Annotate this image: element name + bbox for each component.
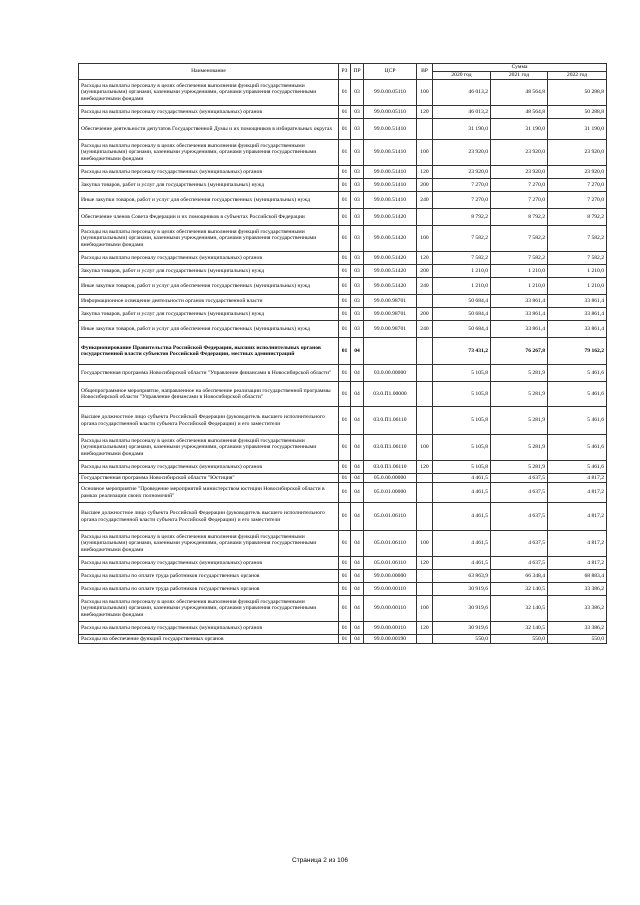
row-value-2020: 7 582,2: [433, 252, 491, 265]
header-vr: ВР: [417, 64, 433, 80]
row-csr: 05.0.01.00000: [364, 483, 417, 503]
row-csr: 03.0.П1.06110: [364, 407, 417, 435]
row-vr: 200: [417, 265, 433, 278]
row-rz: 01: [339, 80, 351, 106]
row-name: Закупка товаров, работ и услуг для государственных (муниципальных) нужд: [79, 265, 339, 278]
row-value-2021: 550,0: [491, 635, 548, 644]
table-body: [79, 80, 607, 644]
row-value-2021: 7 582,2: [491, 226, 548, 252]
row-value-2022: 33 386,2: [548, 583, 607, 596]
table-row: [79, 106, 607, 119]
row-value-2020: 4 461,5: [433, 557, 491, 570]
row-vr: 100: [417, 140, 433, 166]
table-row: [79, 531, 607, 557]
row-pr: 04: [351, 622, 364, 635]
table-row: [79, 570, 607, 583]
table-row: [79, 365, 607, 382]
row-name: Расходы на выплаты персоналу государственных (муниципальных) органов: [79, 106, 339, 119]
row-pr: 03: [351, 209, 364, 226]
row-rz: 01: [339, 179, 351, 192]
row-csr: 99.0.00.51410: [364, 192, 417, 209]
row-vr: 120: [417, 166, 433, 179]
row-value-2021: 32 140,5: [491, 583, 548, 596]
row-value-2020: 46 013,2: [433, 106, 491, 119]
row-value-2020: 4 461,5: [433, 474, 491, 483]
row-value-2021: 76 267,8: [491, 338, 548, 365]
row-value-2021: 5 281,9: [491, 365, 548, 382]
row-value-2022: 7 270,0: [548, 179, 607, 192]
row-csr: [364, 338, 417, 365]
row-value-2021: 1 210,0: [491, 265, 548, 278]
row-csr: 03.0.П1.06110: [364, 435, 417, 461]
row-value-2020: 4 461,5: [433, 483, 491, 503]
table-row: [79, 192, 607, 209]
row-value-2020: 63 863,9: [433, 570, 491, 583]
row-value-2022: 7 582,2: [548, 252, 607, 265]
row-rz: 01: [339, 596, 351, 622]
table-row: [79, 635, 607, 644]
table-row: [79, 622, 607, 635]
row-value-2020: 7 270,0: [433, 179, 491, 192]
row-rz: 01: [339, 265, 351, 278]
row-rz: 01: [339, 365, 351, 382]
row-pr: 04: [351, 338, 364, 365]
row-rz: 01: [339, 435, 351, 461]
row-value-2021: 32 140,5: [491, 622, 548, 635]
row-pr: 04: [351, 474, 364, 483]
table-header: [79, 64, 607, 80]
row-value-2021: 23 920,0: [491, 166, 548, 179]
row-vr: 100: [417, 80, 433, 106]
row-vr: [417, 635, 433, 644]
row-csr: 99.0.00.51410: [364, 179, 417, 192]
row-value-2020: 8 792,2: [433, 209, 491, 226]
row-value-2021: 5 281,9: [491, 461, 548, 474]
row-value-2021: 4 637,5: [491, 557, 548, 570]
row-name: Основное мероприятие "Проведение мероприятий министерством юстиции Новосибирской области в рамках реализации своих полномочий": [79, 483, 339, 503]
row-value-2022: 8 792,2: [548, 209, 607, 226]
row-csr: 99.0.00.51420: [364, 278, 417, 295]
row-vr: 120: [417, 461, 433, 474]
table-row: [79, 209, 607, 226]
row-csr: 99.0.00.51420: [364, 226, 417, 252]
table-row: [79, 295, 607, 308]
row-vr: [417, 583, 433, 596]
row-vr: [417, 365, 433, 382]
row-value-2020: 4 461,5: [433, 503, 491, 531]
row-name: Расходы на выплаты персоналу в целях обеспечения выполнения функций государственными (муниципальными) органами, казенными учреждениями, органами управления государственными внебюджетными фондами: [79, 596, 339, 622]
row-rz: 01: [339, 321, 351, 338]
row-pr: 03: [351, 265, 364, 278]
row-value-2020: 23 920,0: [433, 166, 491, 179]
row-value-2022: 4 817,2: [548, 483, 607, 503]
row-vr: 200: [417, 179, 433, 192]
table-row: [79, 140, 607, 166]
row-name: Расходы на выплаты по оплате труда работников государственных органов: [79, 570, 339, 583]
row-rz: 01: [339, 192, 351, 209]
row-pr: 03: [351, 295, 364, 308]
header-sum: Сумма: [433, 64, 607, 72]
row-value-2020: 1 210,0: [433, 278, 491, 295]
header-year-2022: 2022 год: [548, 72, 607, 80]
row-value-2021: 7 270,0: [491, 179, 548, 192]
row-csr: 05.0.01.06110: [364, 503, 417, 531]
row-pr: 04: [351, 557, 364, 570]
row-pr: 04: [351, 407, 364, 435]
row-value-2022: 79 162,2: [548, 338, 607, 365]
row-value-2020: 50 684,4: [433, 295, 491, 308]
row-name: Обеспечение членов Совета Федерации и их помощников в субъектах Российской Федерации: [79, 209, 339, 226]
row-rz: 01: [339, 503, 351, 531]
table-row: [79, 474, 607, 483]
row-value-2022: 7 270,0: [548, 192, 607, 209]
row-value-2021: 5 281,9: [491, 407, 548, 435]
header-name: Наименование: [79, 64, 339, 80]
table-row: [79, 179, 607, 192]
row-name: Иные закупки товаров, работ и услуг для обеспечения государственных (муниципальных) нужд: [79, 278, 339, 295]
row-csr: 99.0.00.05110: [364, 80, 417, 106]
row-csr: 05.0.01.06110: [364, 557, 417, 570]
row-vr: [417, 382, 433, 407]
row-name: Высшее должностное лицо субъекта Российской Федерации (руководитель высшего исполнительного органа государственной власти субъекта Российской Федерации) и его заместители: [79, 503, 339, 531]
row-csr: 99.0.00.51410: [364, 140, 417, 166]
row-value-2022: 5 461,6: [548, 382, 607, 407]
row-rz: 01: [339, 382, 351, 407]
row-csr: 99.0.00.00110: [364, 596, 417, 622]
row-value-2022: 5 461,6: [548, 365, 607, 382]
table-row: [79, 166, 607, 179]
row-pr: 03: [351, 119, 364, 140]
row-value-2020: 550,0: [433, 635, 491, 644]
row-name: Информационное освещение деятельности органов государственной власти: [79, 295, 339, 308]
row-csr: 03.0.00.00000: [364, 365, 417, 382]
row-pr: 03: [351, 106, 364, 119]
row-value-2020: 4 461,5: [433, 531, 491, 557]
row-value-2021: 48 564,8: [491, 106, 548, 119]
row-name: Обеспечение деятельности депутатов Государственной Думы и их помощников в избирательных округах: [79, 119, 339, 140]
row-csr: 05.0.00.00000: [364, 474, 417, 483]
row-rz: 01: [339, 583, 351, 596]
row-value-2020: 7 270,0: [433, 192, 491, 209]
row-value-2022: 1 210,0: [548, 265, 607, 278]
row-vr: [417, 119, 433, 140]
row-pr: 03: [351, 166, 364, 179]
row-value-2022: 4 817,2: [548, 503, 607, 531]
table-row: [79, 119, 607, 140]
row-value-2022: 33 861,4: [548, 321, 607, 338]
row-csr: 99.0.00.98701: [364, 295, 417, 308]
row-value-2020: 50 684,4: [433, 321, 491, 338]
row-rz: 01: [339, 622, 351, 635]
row-csr: 99.0.00.51410: [364, 119, 417, 140]
table-row: [79, 407, 607, 435]
row-name: Закупка товаров, работ и услуг для государственных (муниципальных) нужд: [79, 308, 339, 321]
row-csr: 99.0.00.00110: [364, 622, 417, 635]
table-row: [79, 461, 607, 474]
row-name: Государственная программа Новосибирской области "Юстиция": [79, 474, 339, 483]
page-number: Страница 2 из 106: [292, 857, 348, 864]
row-vr: [417, 209, 433, 226]
row-rz: 01: [339, 531, 351, 557]
table-row: [79, 583, 607, 596]
row-rz: 01: [339, 570, 351, 583]
row-value-2020: 30 919,6: [433, 622, 491, 635]
row-value-2021: 5 281,9: [491, 382, 548, 407]
row-value-2020: 5 105,8: [433, 365, 491, 382]
table-row: [79, 226, 607, 252]
row-value-2022: 7 582,2: [548, 226, 607, 252]
row-vr: 120: [417, 106, 433, 119]
row-csr: 99.0.00.98701: [364, 308, 417, 321]
row-value-2021: 33 861,4: [491, 308, 548, 321]
row-csr: 99.0.00.51420: [364, 209, 417, 226]
header-rz: РЗ: [339, 64, 351, 80]
row-name: Расходы на выплаты персоналу в целях обеспечения выполнения функций государственными (муниципальными) органами, казенными учреждениями, органами управления государственными внебюджетными фондами: [79, 226, 339, 252]
row-name: Иные закупки товаров, работ и услуг для обеспечения государственных (муниципальных) нужд: [79, 192, 339, 209]
row-vr: 120: [417, 557, 433, 570]
row-value-2021: 7 270,0: [491, 192, 548, 209]
row-value-2021: 4 637,5: [491, 531, 548, 557]
row-vr: 200: [417, 308, 433, 321]
row-pr: 04: [351, 503, 364, 531]
row-value-2022: 31 190,0: [548, 119, 607, 140]
row-value-2022: 23 920,0: [548, 166, 607, 179]
row-vr: 240: [417, 321, 433, 338]
row-rz: 01: [339, 209, 351, 226]
row-csr: 03.0.П1.00000: [364, 382, 417, 407]
table-row: [79, 503, 607, 531]
row-rz: 01: [339, 106, 351, 119]
row-value-2021: 33 861,4: [491, 295, 548, 308]
row-name: Высшее должностное лицо субъекта Российской Федерации (руководитель высшего исполнительного органа государственной власти субъекта Российской Федерации) и его заместители: [79, 407, 339, 435]
row-value-2020: 5 105,8: [433, 407, 491, 435]
row-value-2022: 50 288,8: [548, 106, 607, 119]
row-pr: 04: [351, 531, 364, 557]
table-row: [79, 483, 607, 503]
row-csr: 99.0.00.51420: [364, 265, 417, 278]
table-row: [79, 321, 607, 338]
row-pr: 03: [351, 179, 364, 192]
row-vr: 100: [417, 596, 433, 622]
row-pr: 03: [351, 80, 364, 106]
row-rz: 01: [339, 140, 351, 166]
row-name: Закупка товаров, работ и услуг для государственных (муниципальных) нужд: [79, 179, 339, 192]
table-row: [79, 80, 607, 106]
row-rz: 01: [339, 474, 351, 483]
row-value-2021: 32 140,5: [491, 596, 548, 622]
row-csr: 99.0.00.00190: [364, 635, 417, 644]
row-vr: 240: [417, 278, 433, 295]
row-name: Расходы на выплаты персоналу государственных (муниципальных) органов: [79, 622, 339, 635]
row-pr: 04: [351, 570, 364, 583]
row-value-2022: 4 817,2: [548, 557, 607, 570]
row-value-2022: 33 386,2: [548, 622, 607, 635]
row-name: Государственная программа Новосибирской области "Управление финансами в Новосибирской области": [79, 365, 339, 382]
row-value-2021: 23 920,0: [491, 140, 548, 166]
row-pr: 04: [351, 365, 364, 382]
row-value-2022: 4 817,2: [548, 474, 607, 483]
row-vr: [417, 503, 433, 531]
row-name: Расходы на обеспечение функций государственных органов: [79, 635, 339, 644]
table-row: [79, 252, 607, 265]
row-rz: 01: [339, 483, 351, 503]
row-name: Расходы на выплаты персоналу в целях обеспечения выполнения функций государственными (муниципальными) органами, казенными учреждениями, органами управления государственными внебюджетными фондами: [79, 531, 339, 557]
row-vr: [417, 407, 433, 435]
row-name: Расходы на выплаты персоналу государственных (муниципальных) органов: [79, 252, 339, 265]
header-csr: ЦСР: [364, 64, 417, 80]
row-pr: 03: [351, 192, 364, 209]
row-value-2021: 1 210,0: [491, 278, 548, 295]
row-value-2022: 5 461,6: [548, 461, 607, 474]
row-vr: 240: [417, 192, 433, 209]
row-value-2020: 31 190,0: [433, 119, 491, 140]
header-year-2020: 2020 год: [433, 72, 491, 80]
row-csr: 99.0.00.00110: [364, 583, 417, 596]
row-value-2021: 7 582,2: [491, 252, 548, 265]
row-value-2020: 23 920,0: [433, 140, 491, 166]
row-rz: 01: [339, 295, 351, 308]
row-value-2020: 7 582,2: [433, 226, 491, 252]
row-rz: 01: [339, 407, 351, 435]
row-pr: 03: [351, 252, 364, 265]
row-value-2021: 31 190,0: [491, 119, 548, 140]
row-csr: 99.0.00.00000: [364, 570, 417, 583]
row-rz: 01: [339, 338, 351, 365]
table-row: [79, 596, 607, 622]
row-value-2022: 33 861,4: [548, 308, 607, 321]
row-name: Общепрограммное мероприятие, направленное на обеспечение реализации государственной программы Новосибирской области "Управление финансами в Новосибирской области": [79, 382, 339, 407]
row-value-2020: 5 105,8: [433, 461, 491, 474]
row-value-2020: 5 105,8: [433, 435, 491, 461]
row-name: Иные закупки товаров, работ и услуг для обеспечения государственных (муниципальных) нужд: [79, 321, 339, 338]
row-value-2020: 73 431,2: [433, 338, 491, 365]
row-value-2022: 5 461,6: [548, 407, 607, 435]
row-value-2022: 23 920,0: [548, 140, 607, 166]
row-value-2021: 33 861,4: [491, 321, 548, 338]
row-pr: 03: [351, 140, 364, 166]
row-pr: 04: [351, 382, 364, 407]
row-vr: [417, 474, 433, 483]
row-pr: 04: [351, 435, 364, 461]
row-value-2022: 1 210,0: [548, 278, 607, 295]
row-value-2022: 33 386,2: [548, 596, 607, 622]
row-pr: 04: [351, 483, 364, 503]
row-pr: 03: [351, 308, 364, 321]
row-pr: 03: [351, 321, 364, 338]
row-vr: 100: [417, 531, 433, 557]
table-row: [79, 265, 607, 278]
row-vr: 120: [417, 622, 433, 635]
row-value-2021: 4 637,5: [491, 474, 548, 483]
row-csr: 03.0.П1.06110: [364, 461, 417, 474]
row-value-2021: 8 792,2: [491, 209, 548, 226]
row-csr: 05.0.01.06110: [364, 531, 417, 557]
row-name: Расходы на выплаты по оплате труда работников государственных органов: [79, 583, 339, 596]
row-rz: 01: [339, 635, 351, 644]
table-row: [79, 557, 607, 570]
row-csr: 99.0.00.05110: [364, 106, 417, 119]
row-name: Расходы на выплаты персоналу государственных (муниципальных) органов: [79, 166, 339, 179]
table-row: [79, 278, 607, 295]
row-value-2021: 48 564,8: [491, 80, 548, 106]
row-rz: 01: [339, 278, 351, 295]
row-rz: 01: [339, 461, 351, 474]
budget-table: [78, 63, 607, 644]
row-rz: 01: [339, 252, 351, 265]
row-value-2022: 5 461,6: [548, 435, 607, 461]
row-value-2022: 550,0: [548, 635, 607, 644]
table-row: [79, 382, 607, 407]
row-value-2022: 68 883,4: [548, 570, 607, 583]
row-vr: 100: [417, 226, 433, 252]
row-vr: [417, 338, 433, 365]
row-vr: [417, 295, 433, 308]
row-value-2022: 4 817,2: [548, 531, 607, 557]
row-csr: 99.0.00.51420: [364, 252, 417, 265]
row-pr: 04: [351, 596, 364, 622]
row-vr: [417, 483, 433, 503]
row-pr: 04: [351, 583, 364, 596]
row-name: Расходы на выплаты персоналу государственных (муниципальных) органов: [79, 557, 339, 570]
row-pr: 04: [351, 461, 364, 474]
row-vr: 100: [417, 435, 433, 461]
row-name: Функционирование Правительства Российской Федерации, высших исполнительных органов государственной власти субъектов Российской Федерации, местных администраций: [79, 338, 339, 365]
header-year-2021: 2021 год: [491, 72, 548, 80]
table-row: [79, 435, 607, 461]
row-csr: 99.0.00.51410: [364, 166, 417, 179]
table-row: [79, 338, 607, 365]
row-name: Расходы на выплаты персоналу в целях обеспечения выполнения функций государственными (муниципальными) органами, казенными учреждениями, органами управления государственными внебюджетными фондами: [79, 435, 339, 461]
row-rz: 01: [339, 557, 351, 570]
row-value-2021: 4 637,5: [491, 483, 548, 503]
row-rz: 01: [339, 119, 351, 140]
row-rz: 01: [339, 226, 351, 252]
row-vr: 120: [417, 252, 433, 265]
row-value-2021: 66 348,4: [491, 570, 548, 583]
row-name: Расходы на выплаты персоналу в целях обеспечения выполнения функций государственными (муниципальными) органами, казенными учреждениями, органами управления государственными внебюджетными фондами: [79, 80, 339, 106]
row-value-2022: 33 861,4: [548, 295, 607, 308]
row-value-2020: 50 684,4: [433, 308, 491, 321]
row-value-2020: 5 105,8: [433, 382, 491, 407]
row-rz: 01: [339, 166, 351, 179]
row-value-2020: 1 210,0: [433, 265, 491, 278]
row-rz: 01: [339, 308, 351, 321]
row-value-2022: 50 288,8: [548, 80, 607, 106]
row-csr: 99.0.00.98701: [364, 321, 417, 338]
row-value-2020: 30 919,6: [433, 583, 491, 596]
row-name: Расходы на выплаты персоналу государственных (муниципальных) органов: [79, 461, 339, 474]
row-value-2021: 5 281,9: [491, 435, 548, 461]
row-value-2021: 4 637,5: [491, 503, 548, 531]
row-value-2020: 46 013,2: [433, 80, 491, 106]
table-row: [79, 308, 607, 321]
row-pr: 04: [351, 635, 364, 644]
row-pr: 03: [351, 226, 364, 252]
row-value-2020: 30 919,6: [433, 596, 491, 622]
row-name: Расходы на выплаты персоналу в целях обеспечения выполнения функций государственными (муниципальными) органами, казенными учреждениями, органами управления государственными внебюджетными фондами: [79, 140, 339, 166]
header-pr: ПР: [351, 64, 364, 80]
row-pr: 03: [351, 278, 364, 295]
row-vr: [417, 570, 433, 583]
